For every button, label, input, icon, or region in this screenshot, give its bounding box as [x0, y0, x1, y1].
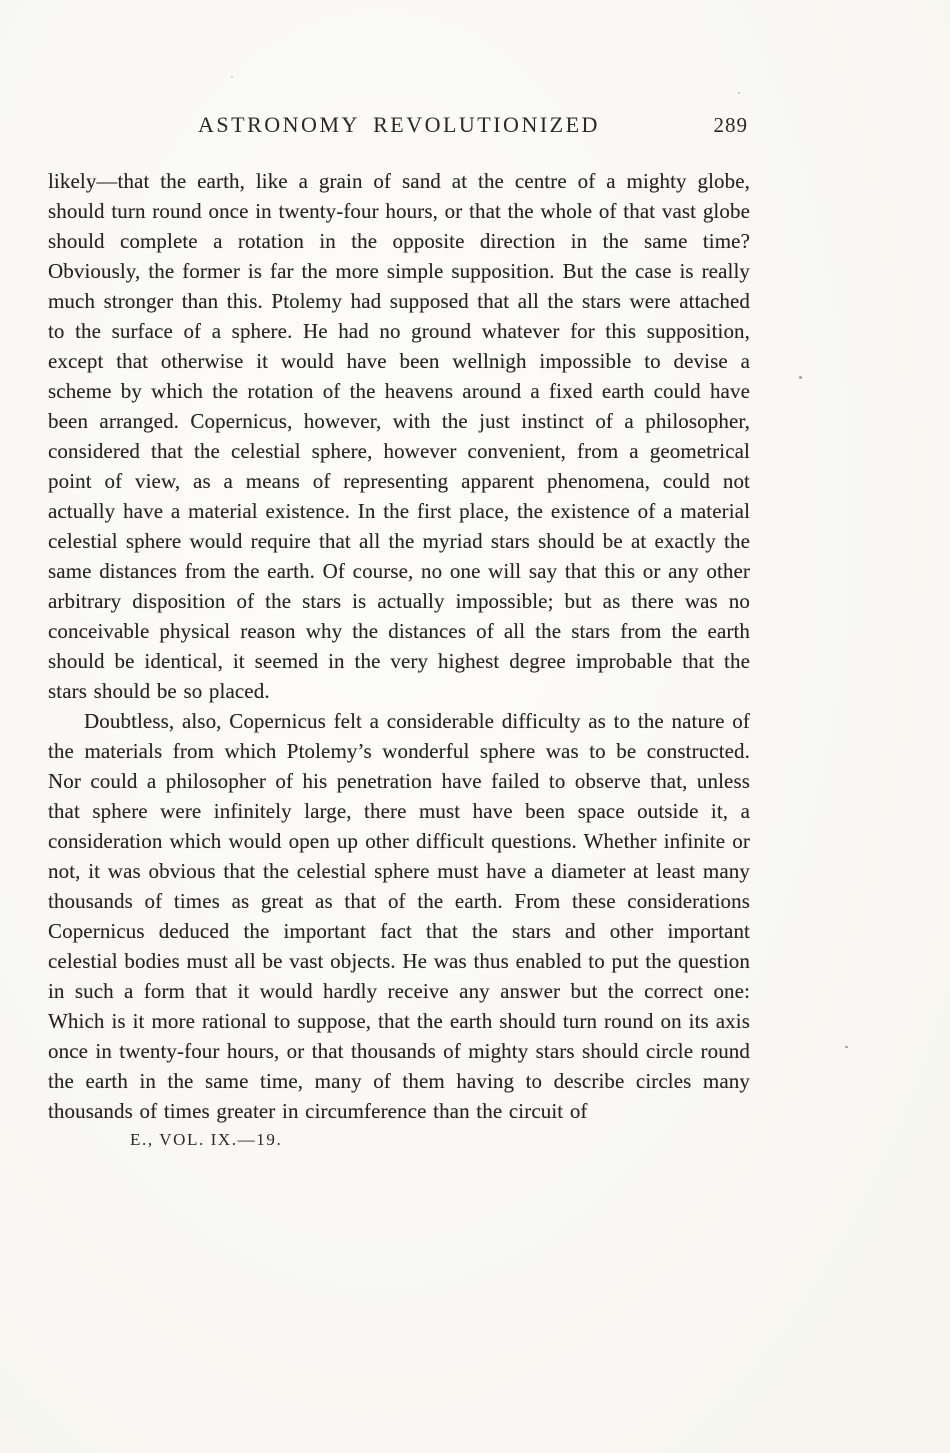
scan-speck [738, 92, 740, 94]
paragraph: Doubtless, also, Copernicus felt a considerable difficulty as to the nature of the materials from which Ptolemy’s wonderful sphere was to be constructed. Nor could a philosopher of his penetration have failed to observe that, unless that sphere were infinitely large, there must have been space outside it, a consideration which would open up other difficult questions. Whether infinite or not, it was obvious that the celestial sphere must have a diameter at least many thousands of times as great as that of the earth. From these considerations Copernicus deduced the important fact that the stars and other important celestial bodies must all be vast objects. He was thus enabled to put the question in such a form that it would hardly receive any answer but the correct one: Which is it more rational to suppose, that the earth should turn round on its axis once in twenty-four hours, or that thousands of mighty stars should circle round the earth in the same time, many of them having to describe circles many thousands of times greater in circumference than the circuit of [48, 709, 750, 1123]
running-title: ASTRONOMY REVOLUTIONIZED [198, 112, 600, 137]
scan-speck [799, 376, 802, 379]
page-number: 289 [713, 113, 748, 137]
paragraph-continuation: likely—that the earth, like a grain of sand at the centre of a mighty globe, should turn round once in twenty-four hours, or that the whole of that vast globe should complete a rotation in the opposite direction in the same time? Obviously, the former is far the more simple supposition. But the case is really much stronger than this. Ptolemy had supposed that all the stars were attached to the surface of a sphere. He had no ground whatever for this supposition, except that otherwise it would have been wellnigh impossible to devise a scheme by which the rotation of the heavens around a fixed earth could have been arranged. Copernicus, however, with the just instinct of a philosopher, considered that the celestial sphere, however convenient, from a geometrical point of view, as a means of representing apparent phenomena, could not actually have a material existence. In the first place, the existence of a material celestial sphere would require that all the myriad stars should be at exactly the same distances from the earth. Of course, no one will say that this or any other arbitrary disposition of the stars is actually impossible; but as there was no conceivable physical reason why the distances of all the stars from the earth should be identical, it seemed in the very highest degree improbable that the stars should be so placed. [48, 169, 750, 703]
text-block [48, 112, 750, 1150]
page-header [48, 112, 750, 142]
scan-speck [231, 76, 233, 78]
printer-signature: E., VOL. IX.—19. [130, 1130, 283, 1149]
scan-speck [845, 1046, 848, 1048]
